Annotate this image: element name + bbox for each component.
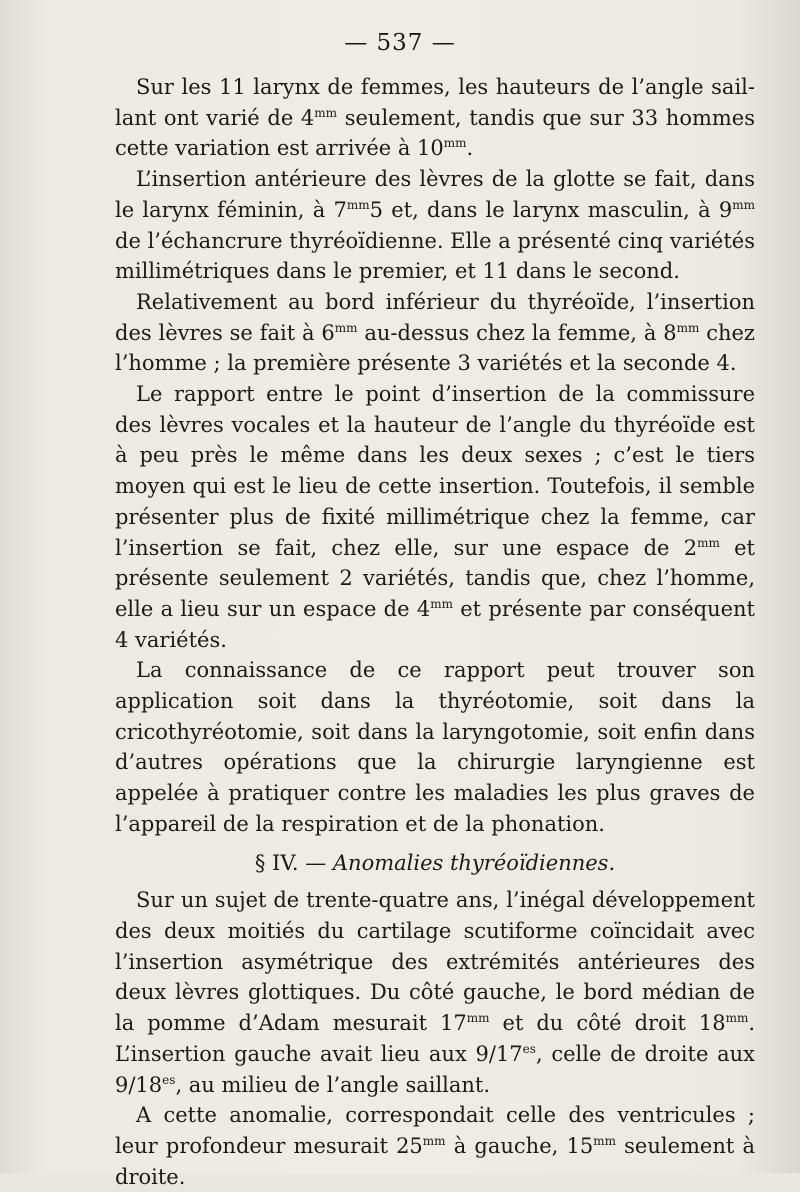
text-run: , au milieu de l’angle saillant. [175, 1072, 491, 1097]
unit-superscript: mm [346, 197, 370, 212]
text-run: Sur les 11 larynx de femmes, les hauteurs de l’angle saillant ont varié de 4 [115, 75, 755, 130]
text-run: et présente par conséquent 4 variétés. [115, 596, 755, 652]
text-run: de l’échancrure thyréoïdienne. Elle a présenté cinq variétés millimétriques dans le premier, et 11 dans le second. [115, 228, 755, 284]
text-run: . [466, 136, 474, 161]
text-run: Sur un sujet de trente-quatre ans, l’inégal développement des deux moitiés du cartilage scutiforme coïncidait avec l’insertion asymétrique des extrémités antérieures des deux lèvres glottiques. Du côté gauche, le bord médian de la pomme d’Adam mesurait 17 [115, 888, 755, 1036]
unit-superscript: mm [466, 1011, 490, 1026]
page-number: — 537 — [344, 30, 456, 56]
unit-superscript: mm [422, 1133, 446, 1148]
unit-superscript: mm [314, 105, 338, 120]
text-run: 5 et, dans le larynx masculin, à 9 [369, 197, 733, 222]
section-heading [115, 848, 755, 879]
unit-superscript: mm [697, 535, 720, 550]
section-title: Anomalies thyréoïdiennes. [332, 850, 616, 875]
text-run: Le rapport entre le point d’insertion de la commissure des lèvres vocales et la hauteur de l’angle du thyréoïde est à peu près le même dans les deux sexes ; c’est le tiers moyen qui est le lieu de cette insertion. Toutefois, il semble présenter plus de fixité millimétrique chez la femme, car l’insertion se fait, chez elle, sur une espace de 2 [115, 382, 755, 560]
paragraph [115, 164, 755, 287]
paragraph [115, 287, 755, 379]
text-run: à gauche, 15 [445, 1133, 594, 1158]
paragraph [115, 379, 755, 655]
unit-superscript: mm [430, 596, 453, 611]
text-run: seulement à droite. [115, 1133, 755, 1189]
text-run: seulement, tandis que sur 33 hommes cette variation est arrivée à 10 [115, 105, 755, 161]
paragraph [115, 655, 755, 839]
text-run: et du côté droit 18 [489, 1011, 726, 1036]
paragraph [115, 885, 755, 1100]
unit-superscript: mm [725, 1011, 749, 1026]
unit-superscript: es [522, 1041, 536, 1056]
paragraph [115, 1100, 755, 1192]
unit-superscript: es [162, 1072, 176, 1087]
unit-superscript: mm [676, 320, 700, 335]
text-run: Relativement au bord inférieur du thyréoïde, l’insertion des lèvres se fait à 6 [115, 289, 755, 345]
unit-superscript: mm [732, 197, 755, 212]
text-run: chez l’homme ; la première présente 3 variétés et la seconde 4. [115, 320, 755, 376]
text-run: La connaissance de ce rapport peut trouver son application soit dans la thyréotomie, soit dans la cricothyréotomie, soit dans la laryngotomie, soit enfin dans d’autres opérations que la chirurgie laryngienne est appelée à pratiquer contre les maladies les plus graves de l’appareil de la respiration et de la phonation. [115, 658, 755, 836]
text-run: au-dessus chez la femme, à 8 [357, 320, 677, 345]
text-run: L’insertion antérieure des lèvres de la glotte se fait, dans le larynx féminin, à 7 [115, 167, 755, 222]
paragraph [115, 72, 755, 164]
text-run: . L’insertion gauche avait lieu aux 9/17 [115, 1011, 756, 1066]
section-number: § IV. — [254, 850, 333, 875]
body-text [115, 72, 755, 1192]
unit-superscript: mm [593, 1133, 616, 1148]
unit-superscript: mm [443, 136, 467, 151]
unit-superscript: mm [334, 320, 358, 335]
text-run: , celle de droite aux 9/18 [115, 1041, 755, 1097]
text-run: A cette anomalie, correspondait celle des ventricules ; leur profondeur mesurait 25 [115, 1103, 755, 1158]
text-run: et présente seulement 2 variétés, tandis que, chez l’homme, elle a lieu sur un espace de 4 [115, 535, 755, 621]
